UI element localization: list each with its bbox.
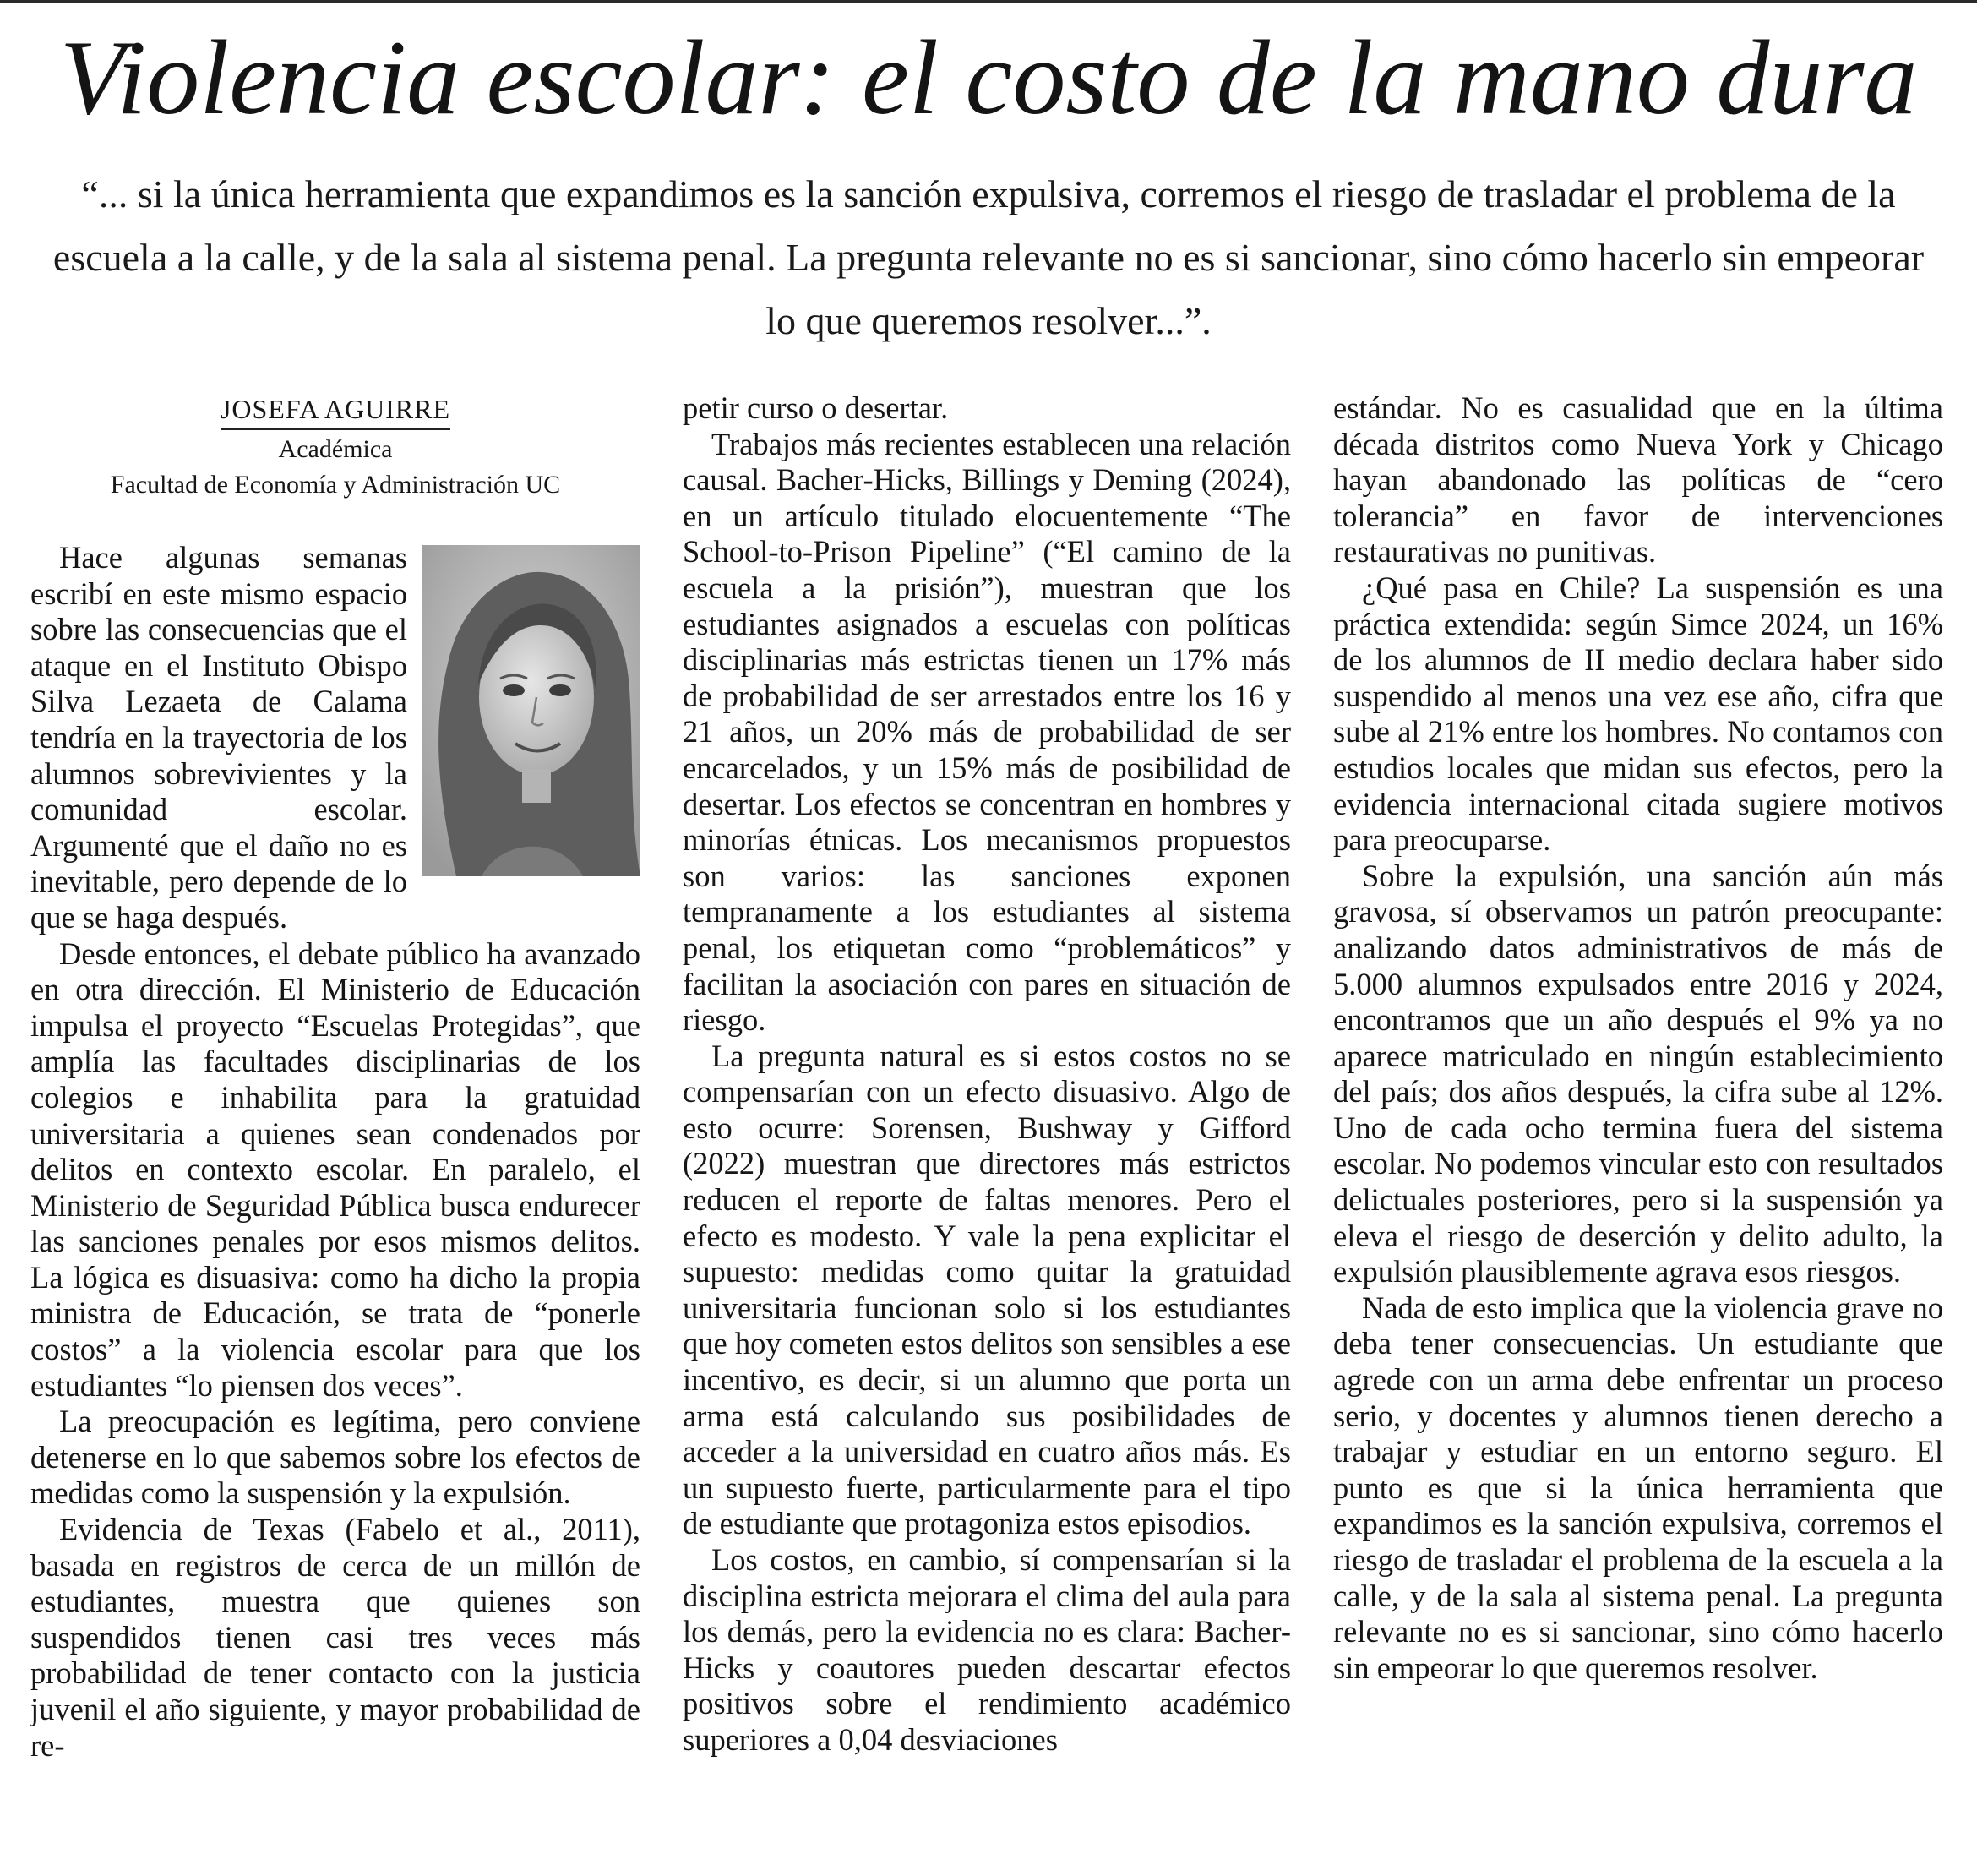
paragraph-continued: estándar. No es casualidad que en la última década distritos como Nueva York y Chicago hayan abandonado las políticas de “cero tolerancia” en favor de intervenciones restaurativas no punitivas. (1333, 390, 1943, 570)
author-role: Académica (278, 435, 393, 463)
paragraph: ¿Qué pasa en Chile? La suspensión es una práctica extendida: según Simce 2024, un 16% de los alumnos de II medio declara haber sido suspendido al menos una vez ese año, cifra que sube al 21% entre los hombres. No contamos con estudios locales que midan sus efectos, pero la evidencia internacional citada sugiere motivos para preocuparse. (1333, 570, 1943, 858)
column-2 (683, 390, 1291, 1861)
paragraph: Los costos, en cambio, sí compensarían si la disciplina estricta mejorara el clima del aula para los demás, pero la evidencia no es clara: Bacher-Hicks y coautores pueden descartar efectos positivos sobre el rendimiento académico superiores a 0,04 desviaciones (683, 1542, 1291, 1757)
top-rule (0, 0, 1977, 3)
paragraph-continued: petir curso o desertar. (683, 390, 949, 425)
headline: Violencia escolar: el costo de la mano dura (59, 19, 1918, 137)
paragraph: Trabajos más recientes establecen una relación causal. Bacher-Hicks, Billings y Deming (2024), en un artículo titulado elocuentemente “The School-to-Prison Pipeline” (“El camino de la escuela a la prisión”), muestran que los estudiantes asignados a escuelas con políticas disciplinarias más estrictas tienen un 17% más de probabilidad de ser arrestados entre los 16 y 21 años, un 20% más de probabilidad de ser encarcelados, y un 15% más de posibilidad de desertar. Los efectos se concentran en hombres y minorías étnicas. Los mecanismos propuestos son varios: las sanciones exponen tempranamente a los estudiantes al sistema penal, los etiquetan como “problemáticos” y facilitan la asociación con pares en situación de riesgo. (683, 426, 1291, 1038)
author-name: JOSEFA AGUIRRE (221, 391, 450, 430)
pull-quote: “... si la única herramienta que expandimos es la sanción expulsiva, corremos el riesgo de trasladar el problema de la escuela a la calle, y de la sala al sistema penal. La pregunta relevante no es si sancionar, sino cómo hacerlo sin empeorar lo que queremos resolver...”. (52, 172, 1925, 342)
paragraph: Desde entonces, el debate público ha avanzado en otra dirección. El Ministerio de Educación impulsa el proyecto “Escuelas Protegidas”, que amplía las facultades disciplinarias de los colegios e inhabilita para la gratuidad universitaria a quienes sean condenados por delitos en contexto escolar. En paralelo, el Ministerio de Seguridad Pública busca endurecer las sanciones penales por esos mismos delitos. La lógica es disuasiva: como ha dicho la propia ministra de Educación, se trata de “ponerle costos” a la violencia escolar para que los estudiantes “lo piensen dos veces”. (30, 935, 640, 1403)
paragraph: Sobre la expulsión, una sanción aún más gravosa, sí observamos un patrón preocupante: analizando datos administrativos de más de 5.000 alumnos expulsados entre 2016 y 2024, encontramos que un año después el 9% ya no aparece matriculado en ningún establecimiento del país; dos años después, la cifra sube al 12%. Uno de cada ocho termina fuera del sistema escolar. No podemos vincular esto con resultados delictuales posteriores, pero si la suspensión ya eleva el riesgo de deserción y delito adulto, la expulsión plausiblemente agrava esos riesgos. (1333, 858, 1943, 1290)
column-1 (30, 390, 640, 1861)
paragraph: Hace algunas semanas escribí en este mismo espacio sobre las consecuencias que el ataque en el Instituto Obispo Silva Lezaeta de Calama tendría en la trayectoria de los alumnos sobrevivientes y la comunidad escolar. Argumenté que el daño no es inevitable, pero depende de lo que se haga después. (30, 540, 407, 935)
author-affiliation: Facultad de Economía y Administración UC (110, 471, 561, 499)
paragraph: La pregunta natural es si estos costos no se compensarían con un efecto disuasivo. Algo de esto ocurre: Sorensen, Bushway y Gifford (2022) muestran que directores más estrictos reducen el reporte de faltas menores. Pero el efecto es modesto. Y vale la pena explicitar el supuesto: medidas como quitar la gratuidad universitaria funcionan solo si los estudiantes que hoy cometen estos delitos son sensibles a ese incentivo, es decir, si un alumno que porta un arma está calculando sus posibilidades de acceder a la universidad en cuatro años más. Es un supuesto fuerte, particularmente para el tipo de estudiante que protagoniza estos episodios. (683, 1038, 1291, 1541)
column-3 (1333, 390, 1943, 1861)
byline (30, 390, 640, 503)
author-portrait (422, 545, 640, 876)
paragraph: Evidencia de Texas (Fabelo et al., 2011), basada en registros de cerca de un millón de estudiantes, muestra que quienes son suspendidos tienen casi tres veces más probabilidad de tener contacto con la justicia juvenil el año siguiente, y mayor probabilidad de re- (30, 1512, 640, 1763)
paragraph: Nada de esto implica que la violencia grave no deba tener consecuencias. Un estudiante que agrede con un arma debe enfrentar un proceso serio, y docentes y alumnos tienen derecho a trabajar y estudiar en un entorno seguro. El punto es que si la única herramienta que expandimos es la sanción expulsiva, corremos el riesgo de trasladar el problema de la escuela a la calle, y de la sala al sistema penal. La pregunta relevante no es si sancionar, sino cómo hacerlo sin empeorar lo que queremos resolver. (1333, 1290, 1943, 1685)
paragraph: La preocupación es legítima, pero conviene detenerse en lo que sabemos sobre los efectos de medidas como la suspensión y la expulsión. (30, 1404, 640, 1511)
